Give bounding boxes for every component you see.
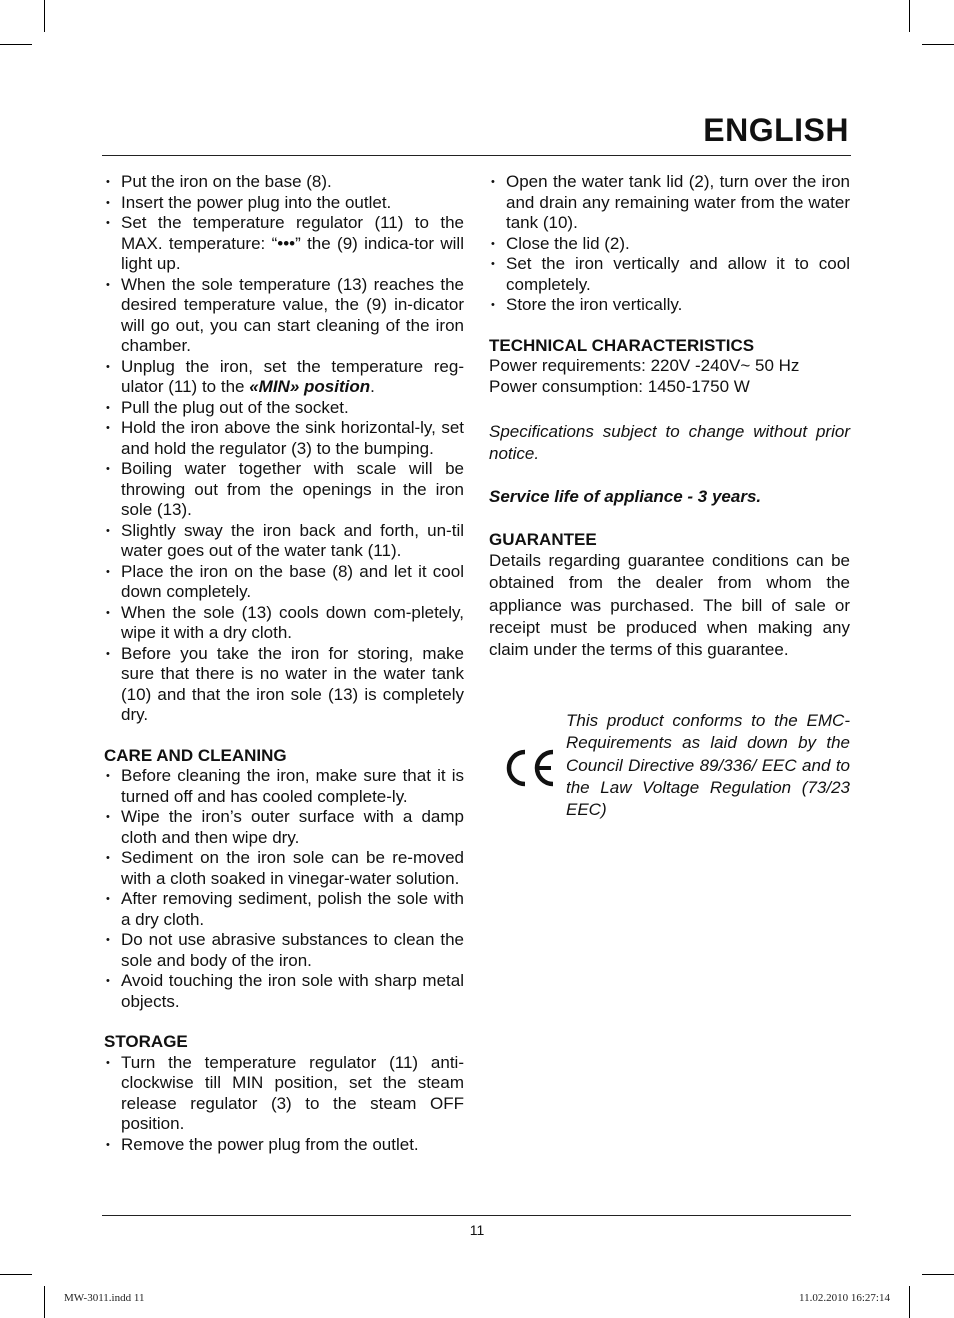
service-life: Service life of appliance - 3 years. — [489, 487, 762, 506]
list-item: • Turn the temperature regulator (11) anti-clockwise till MIN position, set the steam release regulator (3) to the steam OFF position. — [104, 1053, 464, 1135]
list-item: • Before you take the iron for storing, make sure that there is no water in the water tank (10) and that the iron sole (13) is completely dry. — [104, 644, 464, 726]
crop-mark — [909, 0, 910, 32]
guarantee-text: Details regarding guarantee conditions can be obtained from the dealer from whom the appliance was purchased. The bill of sale or receipt must be produced when making any claim under the terms of this guarantee. — [489, 551, 850, 660]
list-item: • Open the water tank lid (2), turn over the iron and drain any remaining water from the water tank (10). — [489, 172, 850, 234]
footer-rule — [102, 1215, 851, 1216]
list-item: • Set the iron vertically and allow it to cool completely. — [489, 254, 850, 295]
crop-mark — [909, 1286, 910, 1318]
header-rule — [102, 155, 851, 156]
list-item: • Pull the plug out of the socket. — [104, 398, 464, 419]
care-list — [104, 766, 464, 1012]
list-item: • When the sole (13) cools down com-pletely, wipe it with a dry cloth. — [104, 603, 464, 644]
list-item: • Place the iron on the base (8) and let it cool down completely. — [104, 562, 464, 603]
list-item: • Do not use abrasive substances to clean the sole and body of the iron. — [104, 930, 464, 971]
storage-heading: STORAGE — [104, 1032, 188, 1051]
list-item: • Before cleaning the iron, make sure that it is turned off and has cooled complete-ly. — [104, 766, 464, 807]
care-heading: CARE AND CLEANING — [104, 745, 287, 765]
list-item: • After removing sediment, polish the sole with a dry cloth. — [104, 889, 464, 930]
left-column — [104, 172, 464, 1155]
min-item-text: Unplug the iron, set the temperature reg-ulator (11) to the — [121, 356, 464, 396]
crop-mark — [922, 1274, 954, 1275]
specs-note: Specifications subject to change without prior notice. — [489, 422, 850, 463]
print-timestamp: 11.02.2010 16:27:14 — [799, 1292, 890, 1304]
list-item: • Wipe the iron’s outer surface with a damp cloth and then wipe dry. — [104, 807, 464, 848]
list-item: • Set the temperature regulator (11) to the MAX. temperature: “•••” the (9) indica-tor will light up. — [104, 213, 464, 275]
min-position-label: «MIN» position — [249, 377, 371, 396]
right-column — [489, 172, 850, 661]
list-item: • Boiling water together with scale will be throwing out from the openings in the iron sole (13). — [104, 459, 464, 521]
page-title: ENGLISH — [703, 112, 849, 148]
crop-mark — [0, 1274, 32, 1275]
list-item: • Store the iron vertically. — [489, 295, 850, 316]
storage-list-continued — [489, 172, 850, 316]
list-item: • Hold the iron above the sink horizontal-ly, set and hold the regulator (3) to the bumping. — [104, 418, 464, 459]
list-item: • Slightly sway the iron back and forth, un-til water goes out of the water tank (11). — [104, 521, 464, 562]
list-item: • Put the iron on the base (8). — [104, 172, 464, 193]
crop-mark — [922, 44, 954, 45]
crop-mark — [44, 0, 45, 32]
list-item: • Sediment on the iron sole can be re-moved with a cloth soaked in vinegar-water solution. — [104, 848, 464, 889]
crop-mark — [44, 1286, 45, 1318]
list-item: • Close the lid (2). — [489, 234, 850, 255]
file-slug: MW-3011.indd 11 — [64, 1292, 145, 1304]
list-item: • Remove the power plug from the outlet. — [104, 1135, 464, 1156]
power-consumption: Power consumption: 1450-1750 W — [489, 376, 750, 396]
list-item: • Avoid touching the iron sole with sharp metal objects. — [104, 971, 464, 1012]
guarantee-heading: GUARANTEE — [489, 529, 597, 549]
list-item — [104, 357, 464, 398]
storage-list — [104, 1053, 464, 1156]
min-item-end: . — [370, 377, 375, 396]
list-item: • When the sole temperature (13) reaches the desired temperature value, the (9) in-dicator will go out, you can start cleaning of the iron chamber. — [104, 275, 464, 357]
ce-statement: This product conforms to the EMC-Requirements as laid down by the Council Directive 89/336/ EEC and to the Law Voltage Regulation (73/23 EEC) — [566, 711, 850, 820]
page-number: 11 — [469, 1222, 485, 1238]
crop-mark — [0, 44, 32, 45]
cleaning-steps-list — [104, 172, 464, 726]
list-item: • Insert the power plug into the outlet. — [104, 193, 464, 214]
ce-mark-icon — [503, 748, 559, 788]
ce-conformity — [489, 708, 850, 828]
power-requirements: Power requirements: 220V -240V~ 50 Hz — [489, 356, 800, 375]
tech-heading: TECHNICAL CHARACTERISTICS — [489, 335, 755, 355]
